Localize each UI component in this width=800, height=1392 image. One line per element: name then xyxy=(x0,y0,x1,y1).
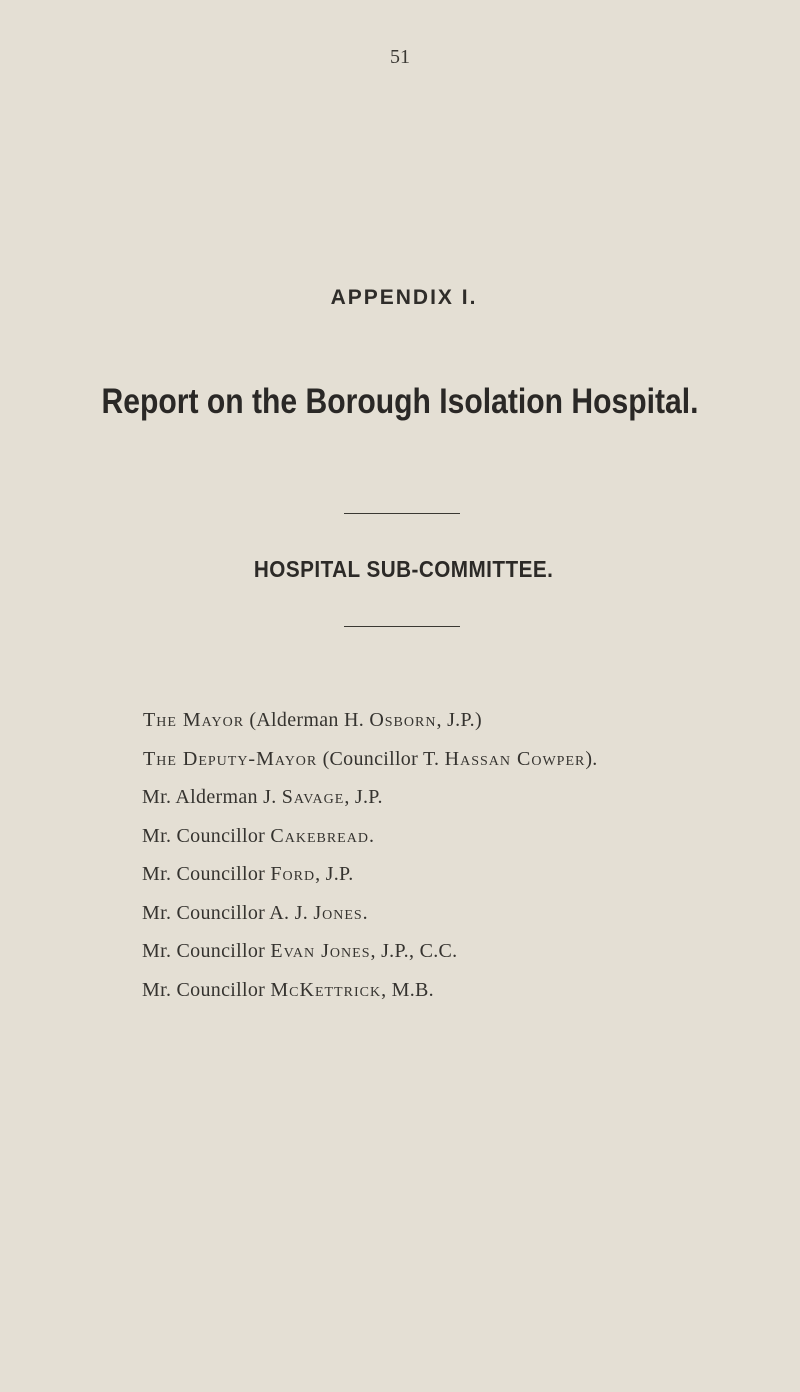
member-prefix: Mr. Alderman J. xyxy=(142,786,282,808)
report-title: Report on the Borough Isolation Hospital. xyxy=(101,382,699,421)
appendix-heading: APPENDIX I. xyxy=(330,286,478,309)
list-item xyxy=(142,740,762,779)
member-prefix: Mr. Councillor A. J. xyxy=(142,901,314,924)
member-name-2: Osborn xyxy=(369,709,437,731)
list-item xyxy=(142,701,762,740)
member-suffix: (Alderman H. xyxy=(244,709,370,731)
member-name: The Mayor xyxy=(143,709,245,731)
list-item xyxy=(142,855,762,894)
committee-heading: HOSPITAL SUB-COMMITTEE. xyxy=(253,556,554,582)
list-item xyxy=(142,932,762,971)
list-item xyxy=(142,894,762,933)
member-name: The Deputy-Mayor xyxy=(143,747,318,770)
member-suffix: . xyxy=(362,901,368,924)
member-suffix: . xyxy=(368,824,375,847)
member-name: Ford xyxy=(270,863,316,885)
member-prefix: Mr. Councillor xyxy=(142,940,271,962)
list-item xyxy=(142,817,762,856)
divider-bottom xyxy=(344,626,460,627)
member-prefix: Mr. Councillor xyxy=(142,824,271,847)
divider-top xyxy=(344,513,460,514)
list-item xyxy=(142,971,762,1010)
page-number: 51 xyxy=(390,46,410,68)
member-tail: , J.P.) xyxy=(436,709,482,731)
member-tail: ). xyxy=(585,747,598,770)
member-name: Cakebread xyxy=(270,824,369,847)
member-name-2: Hassan Cowper xyxy=(444,747,586,770)
member-name: Savage xyxy=(281,786,345,808)
member-suffix: , M.B. xyxy=(381,978,434,1001)
member-suffix: (Councillor T. xyxy=(317,747,445,770)
member-suffix: , J.P. xyxy=(315,863,354,885)
member-prefix: Mr. Councillor xyxy=(142,978,271,1001)
list-item xyxy=(142,778,762,817)
committee-member-list xyxy=(142,701,762,1009)
member-name: Jones xyxy=(313,901,363,924)
member-suffix: , J.P. xyxy=(344,786,383,808)
member-suffix: , J.P., C.C. xyxy=(370,940,458,962)
member-prefix: Mr. Councillor xyxy=(142,863,271,885)
member-name: Evan Jones xyxy=(270,940,371,962)
member-name: McKettrick xyxy=(270,978,382,1001)
